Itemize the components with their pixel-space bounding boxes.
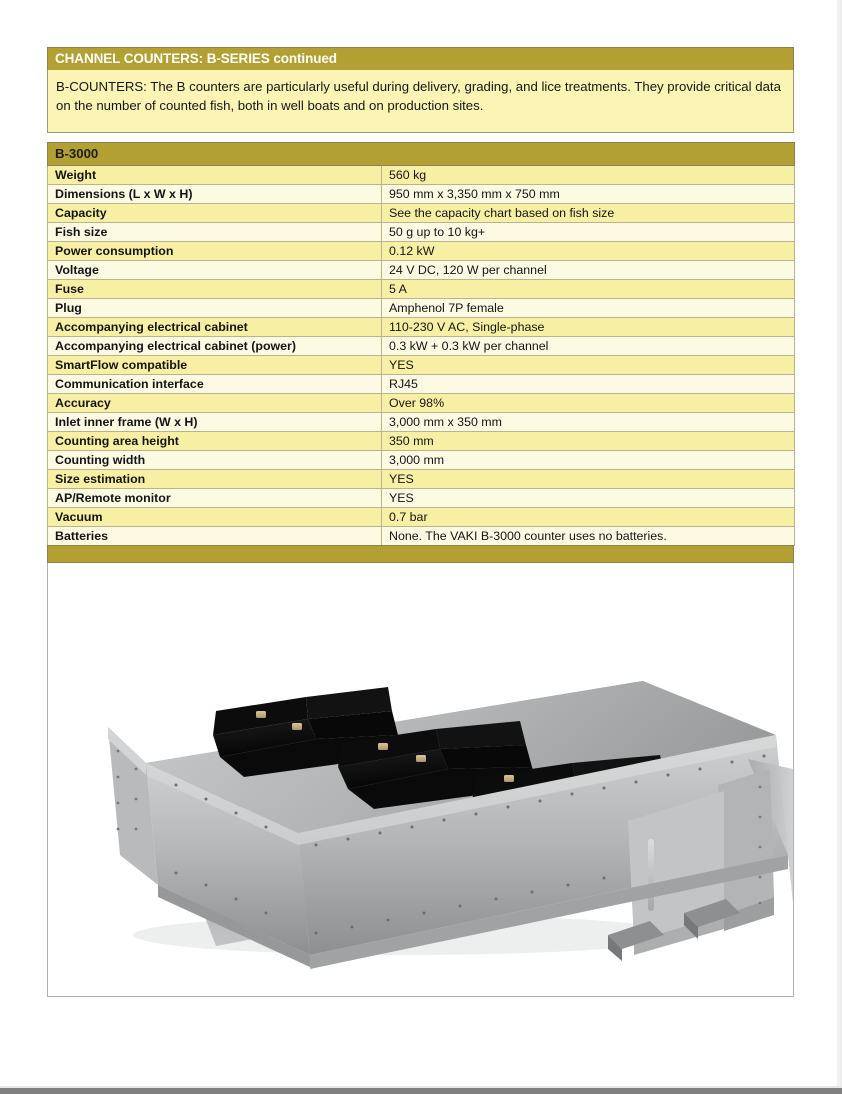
spec-value-cell: 24 V DC, 120 W per channel <box>382 261 795 280</box>
table-row <box>48 375 795 394</box>
intro-paragraph: B-COUNTERS: The B counters are particularly useful during delivery, grading, and lice treatments. They provide critical data on the number of counted fish, both in well boats and on production sites. <box>48 70 793 132</box>
spec-label-cell: Inlet inner frame (W x H) <box>48 413 382 432</box>
spec-label-cell: Communication interface <box>48 375 382 394</box>
table-row <box>48 280 795 299</box>
spec-label-cell: SmartFlow compatible <box>48 356 382 375</box>
spec-value-cell: Amphenol 7P female <box>382 299 795 318</box>
table-row <box>48 261 795 280</box>
spec-label-cell: Fish size <box>48 223 382 242</box>
page-right-edge <box>837 0 840 1094</box>
spec-value-cell: None. The VAKI B-3000 counter uses no batteries. <box>382 527 795 546</box>
spec-value-cell: 50 g up to 10 kg+ <box>382 223 795 242</box>
table-row <box>48 432 795 451</box>
spec-label-cell: Dimensions (L x W x H) <box>48 185 382 204</box>
table-row <box>48 185 795 204</box>
spec-value-cell: 0.12 kW <box>382 242 795 261</box>
spec-value-cell: YES <box>382 470 795 489</box>
page-bottom-bar <box>0 1088 842 1094</box>
spec-label-cell: Plug <box>48 299 382 318</box>
spec-label-cell: Weight <box>48 166 382 185</box>
specification-table <box>47 142 795 546</box>
spec-label-cell: Accompanying electrical cabinet (power) <box>48 337 382 356</box>
intro-panel <box>47 70 794 133</box>
table-row <box>48 166 795 185</box>
spec-label-cell: Counting width <box>48 451 382 470</box>
spec-value-cell: 110-230 V AC, Single-phase <box>382 318 795 337</box>
specification-table-body <box>48 143 795 546</box>
spec-value-cell: 560 kg <box>382 166 795 185</box>
section-header-bar: CHANNEL COUNTERS: B-SERIES continued <box>47 47 794 70</box>
product-photo <box>48 563 793 995</box>
spec-value-cell: 3,000 mm x 350 mm <box>382 413 795 432</box>
spec-value-cell: YES <box>382 356 795 375</box>
spec-label-cell: Vacuum <box>48 508 382 527</box>
spec-value-cell: 950 mm x 3,350 mm x 750 mm <box>382 185 795 204</box>
spec-label-cell: Capacity <box>48 204 382 223</box>
table-row <box>48 413 795 432</box>
spec-value-cell: YES <box>382 489 795 508</box>
spec-label-cell: Counting area height <box>48 432 382 451</box>
table-row <box>48 299 795 318</box>
spec-label-cell: Voltage <box>48 261 382 280</box>
spec-label-cell: Batteries <box>48 527 382 546</box>
spec-value-cell: Over 98% <box>382 394 795 413</box>
spec-value-cell: 0.3 kW + 0.3 kW per channel <box>382 337 795 356</box>
table-row <box>48 508 795 527</box>
product-image-panel <box>47 563 794 997</box>
spec-label-cell: Power consumption <box>48 242 382 261</box>
spec-label-cell: AP/Remote monitor <box>48 489 382 508</box>
olive-separator-row <box>48 546 794 563</box>
table-row <box>48 356 795 375</box>
table-row <box>48 451 795 470</box>
spec-value-cell: 3,000 mm <box>382 451 795 470</box>
olive-separator-bar <box>48 546 794 563</box>
table-row <box>48 242 795 261</box>
spec-value-cell: 350 mm <box>382 432 795 451</box>
table-row <box>48 337 795 356</box>
table-row <box>48 489 795 508</box>
spec-label-cell: Size estimation <box>48 470 382 489</box>
page-content <box>47 47 794 997</box>
spec-label-cell: Fuse <box>48 280 382 299</box>
table-row <box>48 204 795 223</box>
table-row <box>48 527 795 546</box>
table-row <box>48 318 795 337</box>
model-header-row <box>48 143 795 166</box>
spec-value-cell: 5 A <box>382 280 795 299</box>
table-row <box>48 394 795 413</box>
spec-value-cell: 0.7 bar <box>382 508 795 527</box>
table-row <box>48 470 795 489</box>
spec-value-cell: RJ45 <box>382 375 795 394</box>
model-name-cell: B-3000 <box>48 143 795 166</box>
olive-separator-table <box>47 545 794 563</box>
spec-label-cell: Accuracy <box>48 394 382 413</box>
spec-value-cell: See the capacity chart based on fish size <box>382 204 795 223</box>
table-row <box>48 223 795 242</box>
spec-label-cell: Accompanying electrical cabinet <box>48 318 382 337</box>
